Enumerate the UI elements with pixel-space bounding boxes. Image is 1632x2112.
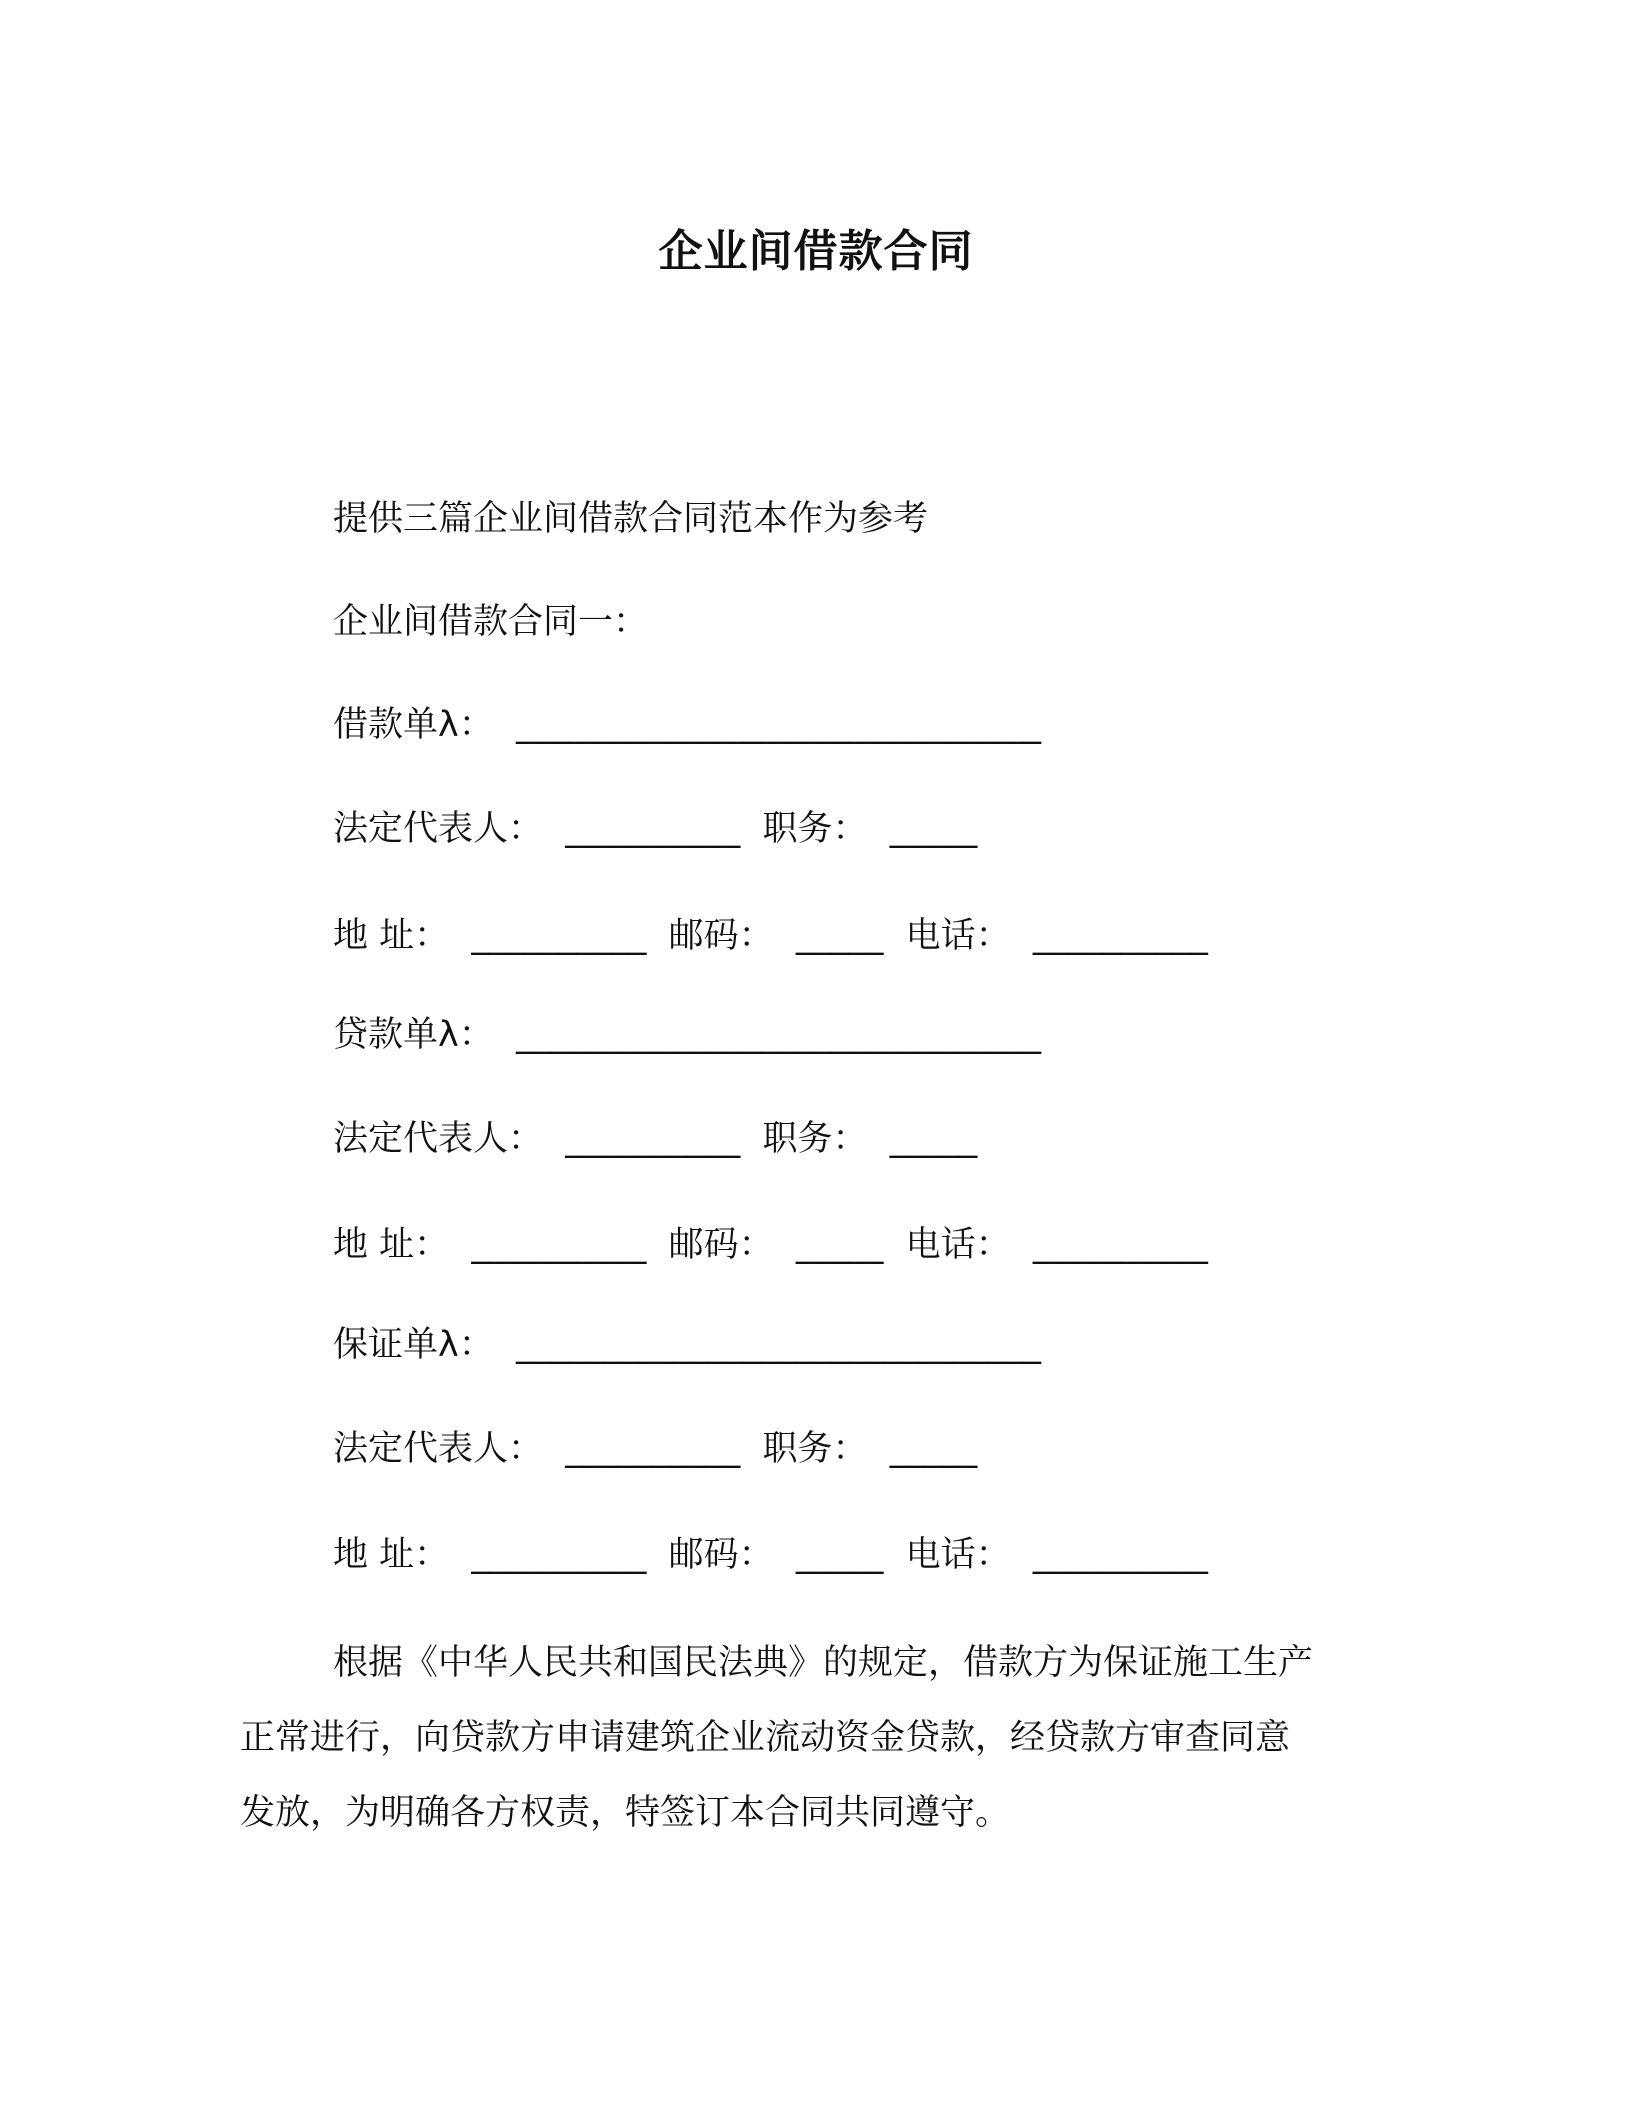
document-title: 企业间借款合同 — [658, 226, 974, 277]
body-paragraph-line: 发放，为明确各方权责，特签订本合同共同遵守。 — [240, 1793, 1011, 1833]
borrower-address-field: 地 址： __________ 邮码： _____ 电话： __________ — [333, 916, 1208, 956]
intro-text: 提供三篇企业间借款合同范本作为参考 — [333, 499, 929, 539]
borrower-field: 借款单λ： ______________________________ — [333, 705, 1041, 745]
guarantor-address-field: 地 址： __________ 邮码： _____ 电话： __________ — [333, 1535, 1208, 1575]
lender-representative-field: 法定代表人： __________ 职务： _____ — [333, 1119, 978, 1159]
guarantor-field: 保证单λ： ______________________________ — [333, 1325, 1041, 1365]
borrower-representative-field: 法定代表人： __________ 职务： _____ — [333, 809, 978, 849]
body-paragraph-line: 根据《中华人民共和国民法典》的规定，借款方为保证施工生产 — [333, 1643, 1314, 1683]
guarantor-representative-field: 法定代表人： __________ 职务： _____ — [333, 1429, 978, 1469]
lender-address-field: 地 址： __________ 邮码： _____ 电话： __________ — [333, 1225, 1208, 1265]
section-heading: 企业间借款合同一： — [333, 602, 649, 642]
lender-field: 贷款单λ： ______________________________ — [333, 1015, 1041, 1055]
body-paragraph-line: 正常进行，向贷款方申请建筑企业流动资金贷款，经贷款方审查同意 — [240, 1718, 1291, 1758]
